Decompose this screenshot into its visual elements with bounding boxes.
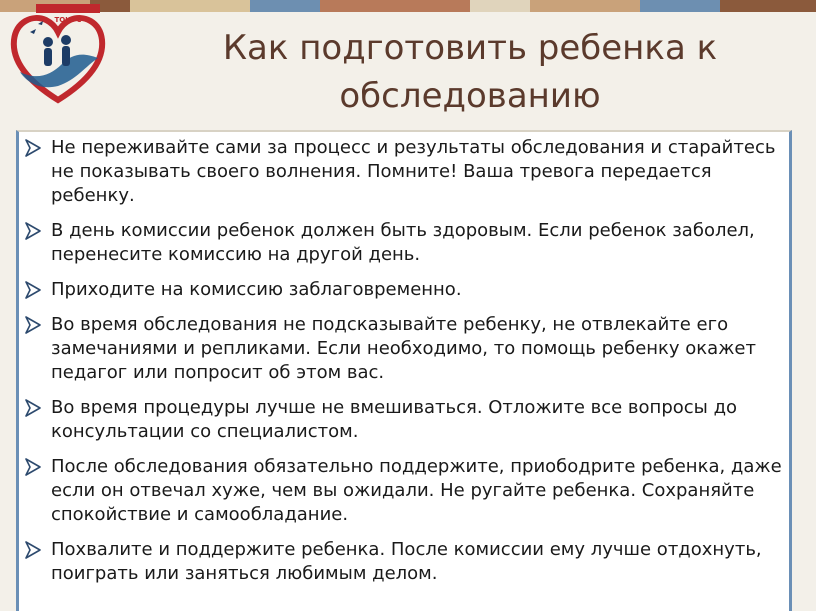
list-item: [19, 313, 789, 385]
arrowhead-bullet-icon: [25, 222, 41, 240]
page-title: Как подготовить ребенка к обследованию: [222, 28, 718, 116]
arrowhead-bullet-icon: [25, 316, 41, 334]
logo-text: ТОНУС: [54, 16, 82, 24]
arrowhead-bullet-icon: [25, 458, 41, 476]
decorative-stripe-bar: [0, 0, 816, 12]
arrowhead-bullet-icon: [25, 281, 41, 299]
list-item-text: Не переживайте сами за процесс и результаты обследования и старайтесь не показывать своего волнения. Помните! Ваша тревога передается ребенку.: [51, 137, 776, 206]
arrowhead-bullet-icon: [25, 541, 41, 559]
list-item-text: После обследования обязательно поддержите, приободрите ребенка, даже если он отвечал хуже, чем вы ожидали. Не ругайте ребенка. Сохраняйте спокойствие и самообладание.: [51, 456, 782, 525]
list-item: [19, 136, 789, 208]
list-item: [19, 455, 789, 527]
list-item-text: Приходите на комиссию заблаговременно.: [51, 279, 462, 300]
list-item: [19, 278, 789, 302]
list-item: [19, 219, 789, 267]
list-item-text: В день комиссии ребенок должен быть здоровым. Если ребенок заболел, перенесите комиссию на другой день.: [51, 220, 755, 265]
arrowhead-bullet-icon: [25, 399, 41, 417]
list-item-text: Во время обследования не подсказывайте ребенку, не отвлекайте его замечаниями и репликами. Если необходимо, то помощь ребенку окажет педагог или попросит об этом вас.: [51, 314, 756, 383]
arrowhead-bullet-icon: [25, 139, 41, 157]
list-item-text: Во время процедуры лучше не вмешиваться. Отложите все вопросы до консультации со специалистом.: [51, 397, 738, 442]
content-panel: [16, 130, 792, 611]
list-item: [19, 396, 789, 444]
list-item-text: Похвалите и поддержите ребенка. После комиссии ему лучше отдохнуть, поиграть или заняться любимым делом.: [51, 539, 762, 584]
tips-list: [19, 132, 789, 586]
tonus-logo-icon: [6, 2, 110, 110]
list-item: [19, 538, 789, 586]
